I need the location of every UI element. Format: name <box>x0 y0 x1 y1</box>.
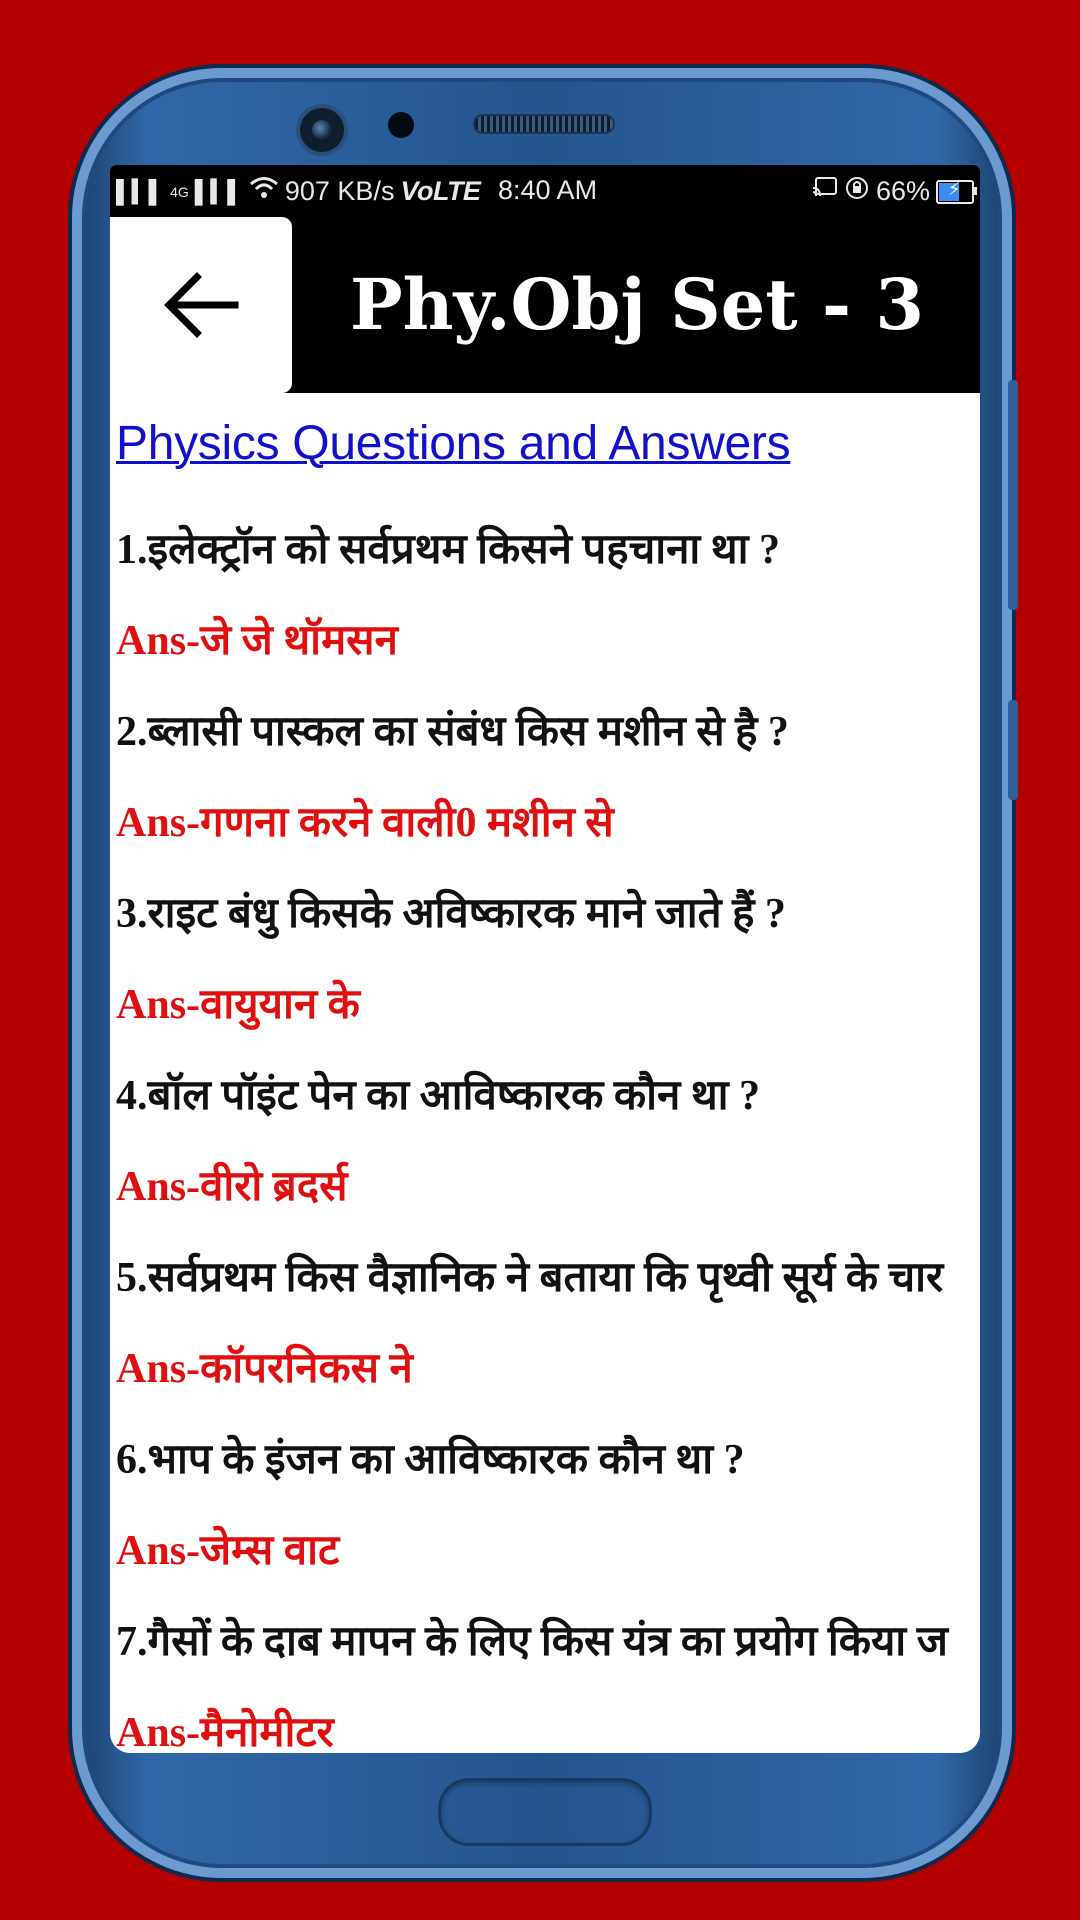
answer-1: Ans-जे जे थॉमसन <box>116 618 398 664</box>
answer-2: Ans-गणना करने वाली0 मशीन से <box>116 800 614 846</box>
question-3: 3.राइट बंधु किसके अविष्कारक माने जाते हैं ? <box>116 891 786 937</box>
question-4: 4.बॉल पॉइंट पेन का आविष्कारक कौन था ? <box>116 1073 761 1119</box>
volume-button <box>1008 380 1018 610</box>
question-7: 7.गैसों के दाब मापन के लिए किस यंत्र का प्रयोग किया ज <box>116 1619 948 1665</box>
answer-4: Ans-वीरो ब्रदर्स <box>116 1164 348 1210</box>
home-button[interactable] <box>438 1778 652 1846</box>
section-heading-link[interactable]: Physics Questions and Answers <box>116 417 791 470</box>
clock: 8:40 AM <box>498 175 598 205</box>
back-arrow-icon <box>163 272 239 338</box>
battery-percent: 66% <box>875 176 930 206</box>
answer-5: Ans-कॉपरनिकस ने <box>116 1346 413 1392</box>
network-type: 4G <box>170 183 189 200</box>
earpiece-speaker <box>475 116 613 132</box>
content-area <box>116 413 980 1753</box>
volte-indicator: VoLTE <box>400 176 481 206</box>
question-2: 2.ब्लासी पास्कल का संबंध किस मशीन से है ? <box>116 709 789 755</box>
status-right <box>812 175 974 208</box>
answer-7: Ans-मैनोमीटर <box>116 1710 334 1753</box>
qa-list <box>116 505 980 1753</box>
status-bar <box>110 165 980 217</box>
rotation-lock-icon <box>844 175 870 208</box>
question-1: 1.इलेक्ट्रॉन को सर्वप्रथम किसने पहचाना था ? <box>116 527 781 573</box>
cast-icon <box>812 176 838 207</box>
signal-icon: ▌▍▌ <box>116 178 165 204</box>
back-button[interactable] <box>110 217 292 393</box>
page-title: Phy.Obj Set - 3 <box>350 263 925 346</box>
phone-screen <box>110 165 980 1753</box>
signal-icon-2: ▌▍▌ <box>194 178 243 204</box>
wifi-icon <box>249 175 279 208</box>
front-camera <box>300 108 344 152</box>
app-bar <box>110 217 980 393</box>
battery-icon: ⚡ <box>936 180 974 204</box>
proximity-sensor <box>388 112 414 138</box>
answer-3: Ans-वायुयान के <box>116 982 360 1028</box>
question-6: 6.भाप के इंजन का आविष्कारक कौन था ? <box>116 1437 745 1483</box>
network-speed: 907 KB/s <box>284 176 395 206</box>
answer-6: Ans-जेम्स वाट <box>116 1528 340 1574</box>
status-left <box>116 175 480 208</box>
question-5: 5.सर्वप्रथम किस वैज्ञानिक ने बताया कि पृथ्वी सूर्य के चार <box>116 1255 944 1301</box>
power-button <box>1008 700 1018 800</box>
